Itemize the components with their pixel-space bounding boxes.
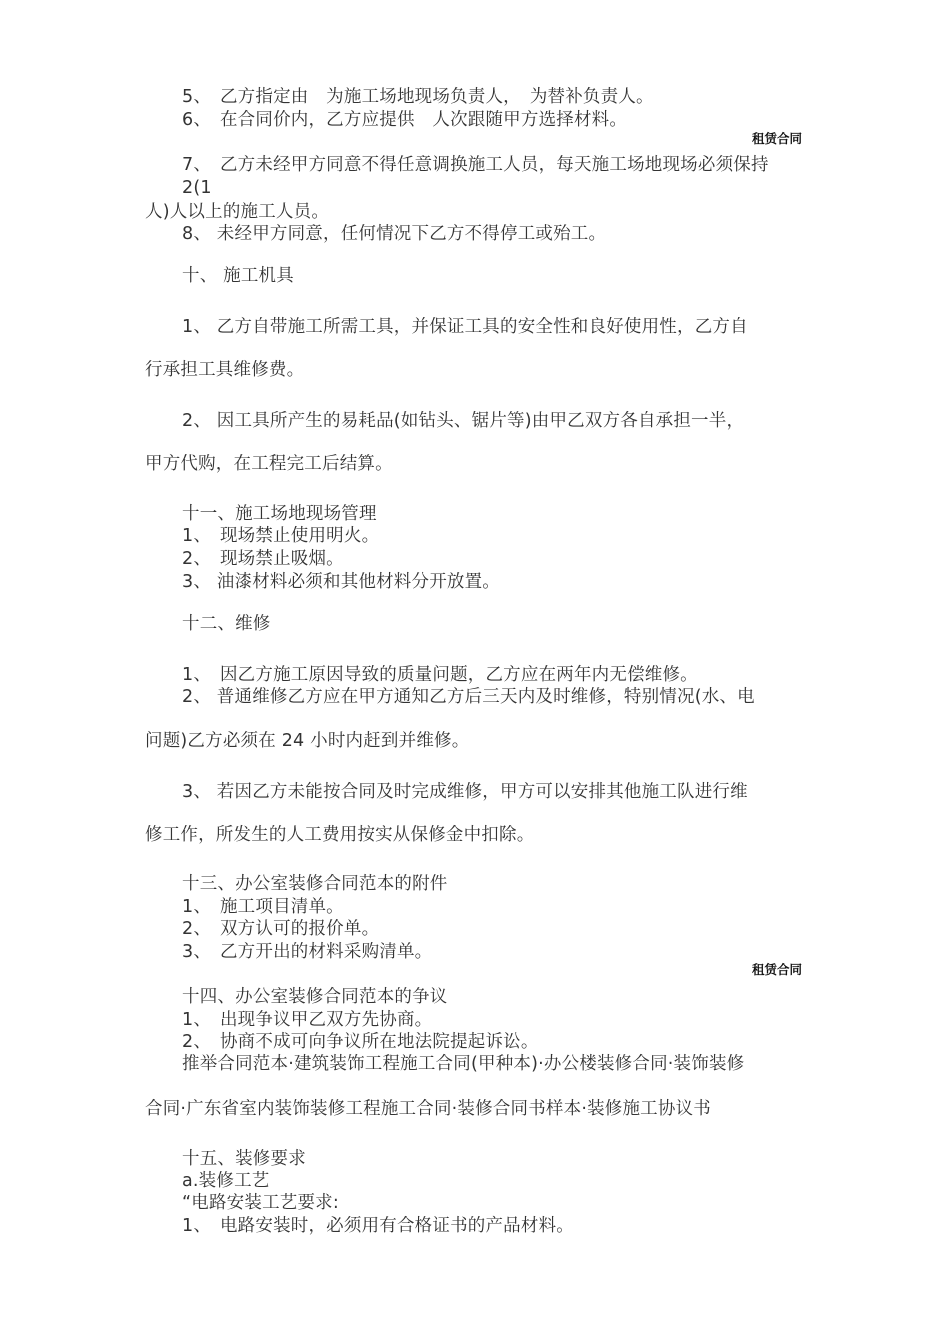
section-15-subheading-a: a.装修工艺: [182, 1171, 270, 1191]
recommended-templates: 推举合同范本·建筑装饰工程施工合同(甲种本)·办公楼装修合同·装饰装修: [182, 1054, 745, 1074]
section-11-heading: 十一、施工场地现场管理: [182, 504, 377, 524]
section-13-item-2: 2、 双方认可的报价单。: [182, 919, 380, 939]
section-13-item-1: 1、 施工项目清单。: [182, 897, 344, 917]
section-13-heading: 十三、办公室装修合同范本的附件: [182, 874, 448, 894]
section-12-heading: 十二、维修: [182, 614, 271, 634]
section-10-item-1: 1、 乙方自带施工所需工具，并保证工具的安全性和良好使用性，乙方自: [182, 317, 748, 337]
section-10-item-2: 2、 因工具所产生的易耗品(如钻头、锯片等)由甲乙双方各自承担一半，: [182, 411, 745, 431]
section-15-circuit-heading: “电路安装工艺要求:: [182, 1193, 339, 1213]
section-12-item-1: 1、 因乙方施工原因导致的质量问题，乙方应在两年内无偿维修。: [182, 665, 698, 685]
section-12-item-3: 3、 若因乙方未能按合同及时完成维修，甲方可以安排其他施工队进行维: [182, 782, 748, 802]
section-10-item-2-cont: 甲方代购，在工程完工后结算。: [145, 454, 393, 474]
section-11-item-3: 3、 油漆材料必须和其他材料分开放置。: [182, 572, 500, 592]
section-15-item-1: 1、 电路安装时，必须用有合格证书的产品材料。: [182, 1216, 574, 1236]
clause-7-continuation-2: 人)人以上的施工人员。: [145, 202, 330, 222]
section-11-item-2: 2、 现场禁止吸烟。: [182, 549, 344, 569]
section-10-item-1-cont: 行承担工具维修费。: [145, 360, 305, 380]
page-header-label-2: 租赁合同: [752, 962, 803, 977]
page-header-label: 租赁合同: [752, 131, 803, 146]
section-10-heading: 十、 施工机具: [182, 266, 294, 286]
clause-6-text: 6、 在合同价内，乙方应提供 人次跟随甲方选择材料。: [182, 110, 628, 130]
section-14-item-2: 2、 协商不成可向争议所在地法院提起诉讼。: [182, 1032, 539, 1052]
clause-7-text: 7、 乙方未经甲方同意不得任意调换施工人员，每天施工场地现场必须保持: [182, 155, 769, 175]
recommended-templates-cont: 合同·广东省室内装饰装修工程施工合同·装修合同书样本·装修施工协议书: [145, 1099, 711, 1119]
section-14-item-1: 1、 出现争议甲乙双方先协商。: [182, 1010, 433, 1030]
clause-7-continuation: 2(1: [182, 178, 212, 198]
section-12-item-3-cont: 修工作，所发生的人工费用按实从保修金中扣除。: [145, 825, 535, 845]
clause-5-text: 5、 乙方指定由 为施工场地现场负责人， 为替补负责人。: [182, 87, 654, 107]
section-14-heading: 十四、办公室装修合同范本的争议: [182, 987, 448, 1007]
clause-8-text: 8、 未经甲方同意，任何情况下乙方不得停工或殆工。: [182, 224, 607, 244]
section-12-item-2-cont: 问题)乙方必须在 24 小时内赶到并维修。: [145, 731, 470, 751]
section-11-item-1: 1、 现场禁止使用明火。: [182, 526, 380, 546]
section-15-heading: 十五、装修要求: [182, 1149, 306, 1169]
section-12-item-2: 2、 普通维修乙方应在甲方通知乙方后三天内及时维修，特别情况(水、电: [182, 687, 755, 707]
section-13-item-3: 3、 乙方开出的材料采购清单。: [182, 942, 433, 962]
